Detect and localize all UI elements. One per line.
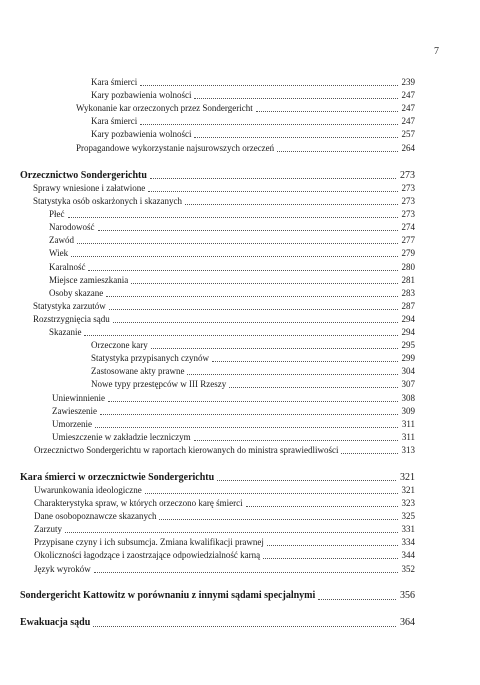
toc-entry-title: Zarzuty xyxy=(34,524,62,535)
toc-dot-leader xyxy=(109,308,398,310)
toc-entry-page: 239 xyxy=(401,77,415,87)
toc-dot-leader xyxy=(263,557,397,559)
toc-entry xyxy=(20,128,415,141)
toc-entry xyxy=(20,352,415,365)
toc-dot-leader xyxy=(194,136,397,138)
toc-entry-title: Okoliczności łagodzące i zaostrzające odpowiedzialność karną xyxy=(34,550,261,561)
toc-dot-leader xyxy=(145,492,398,494)
toc-entry xyxy=(20,510,415,523)
toc-entry xyxy=(20,76,415,89)
toc-entry-title: Ewakuacja sądu xyxy=(20,617,91,629)
toc-entry xyxy=(20,89,415,102)
toc-entry-title: Umieszczenie w zakładzie leczniczym xyxy=(52,431,191,442)
toc-dot-leader xyxy=(267,544,398,546)
toc-entry-title: Język wyroków xyxy=(34,563,91,574)
toc-dot-leader xyxy=(77,242,398,244)
toc-dot-leader xyxy=(277,150,397,152)
toc-entry-title: Orzecznictwo Sondergerichtu w raportach kierowanych do ministra sprawiedliwości xyxy=(34,444,339,455)
toc-dot-leader xyxy=(212,360,398,362)
toc-dot-leader xyxy=(88,269,397,271)
toc-dot-leader xyxy=(150,177,396,179)
toc-entry-title: Sprawy wniesione i załatwione xyxy=(33,182,146,193)
toc-entry-title: Miejsce zamieszkania xyxy=(49,274,129,285)
toc-entry xyxy=(20,365,415,378)
toc-section-entry xyxy=(20,589,415,602)
toc-entry-title: Statystyka osób oskarżonych i skazanych xyxy=(33,196,182,206)
toc-entry xyxy=(20,497,415,510)
toc-dot-leader xyxy=(185,203,398,205)
toc-entry-title: Statystyka zarzutów xyxy=(33,300,106,311)
toc-entry-title: Kary pozbawienia wolności xyxy=(91,90,192,101)
toc-entry-page: 247 xyxy=(401,103,415,114)
toc-dot-leader xyxy=(140,123,397,125)
toc-entry-page: 323 xyxy=(401,498,415,508)
toc-entry-page: 264 xyxy=(401,142,415,153)
toc-dot-leader xyxy=(106,295,397,297)
toc-entry xyxy=(20,142,415,155)
toc-entry-title: Wiek xyxy=(49,248,69,259)
toc-dot-leader xyxy=(71,255,397,257)
toc-entry-page: 344 xyxy=(401,550,415,561)
toc-entry-title: Kara śmierci xyxy=(91,77,138,87)
toc-section-entry xyxy=(20,616,415,629)
toc-entry-page: 279 xyxy=(401,248,415,259)
toc-entry xyxy=(20,405,415,418)
toc-entry-page: 247 xyxy=(401,90,415,101)
toc-dot-leader xyxy=(98,229,398,231)
toc-entry-page: 364 xyxy=(400,617,415,629)
toc-entry-page: 331 xyxy=(401,524,415,535)
page-number: 7 xyxy=(434,46,439,57)
toc-dot-leader xyxy=(140,84,397,86)
toc-entry xyxy=(20,339,415,352)
toc-entry-title: Zawieszenie xyxy=(52,405,97,416)
toc-entry-page: 277 xyxy=(401,235,415,246)
toc-entry xyxy=(20,392,415,405)
toc-entry xyxy=(20,115,415,128)
toc-entry-page: 311 xyxy=(401,431,415,442)
toc-dot-leader xyxy=(187,373,397,375)
toc-entry-title: Umorzenie xyxy=(52,418,92,429)
toc-entry-title: Skazanie xyxy=(49,327,82,337)
toc-entry xyxy=(20,287,415,300)
toc-dot-leader xyxy=(95,426,398,428)
toc-entry xyxy=(20,431,415,444)
toc-entry-page: 273 xyxy=(401,196,415,206)
toc-entry-page: 281 xyxy=(401,274,415,285)
toc-entry xyxy=(20,221,415,234)
toc-section-entry xyxy=(20,169,415,182)
toc-entry-page: 356 xyxy=(400,590,415,602)
toc-dot-leader xyxy=(113,321,398,323)
toc-entry-title: Płeć xyxy=(49,209,65,220)
toc-dot-leader xyxy=(148,190,397,192)
toc-entry-page: 309 xyxy=(401,405,415,416)
toc-entry xyxy=(20,274,415,287)
toc-entry-page: 294 xyxy=(401,327,415,337)
toc-entry-page: 294 xyxy=(401,313,415,324)
toc-entry-title: Kara śmierci w orzecznictwie Sondergerichtu xyxy=(20,471,215,483)
toc-entry-page: 273 xyxy=(400,169,415,181)
toc-entry-title: Orzeczone kary xyxy=(91,340,148,351)
toc-entry-page: 304 xyxy=(401,366,415,377)
toc-entry xyxy=(20,563,415,576)
toc-entry-page: 274 xyxy=(401,222,415,233)
toc-entry-page: 321 xyxy=(400,471,415,483)
toc-entry-page: 273 xyxy=(401,182,415,193)
toc-entry xyxy=(20,549,415,562)
toc-entry-page: 311 xyxy=(401,418,415,429)
toc-entry-title: Charakterystyka spraw, w których orzeczono karę śmierci xyxy=(34,498,243,508)
toc-entry-page: 299 xyxy=(401,353,415,364)
toc-dot-leader xyxy=(131,282,397,284)
toc-entry-title: Rozstrzygnięcia sądu xyxy=(33,313,110,324)
toc-dot-leader xyxy=(318,598,396,600)
toc-dot-leader xyxy=(65,531,398,533)
toc-entry-page: 287 xyxy=(401,300,415,311)
toc-entry xyxy=(20,102,415,115)
toc-dot-leader xyxy=(100,413,398,415)
toc-entry-title: Kara śmierci xyxy=(91,116,138,127)
toc-dot-leader xyxy=(84,334,397,336)
toc-entry xyxy=(20,418,415,431)
toc-entry xyxy=(20,247,415,260)
toc-entry xyxy=(20,182,415,195)
toc-entry-page: 280 xyxy=(401,261,415,272)
toc-dot-leader xyxy=(341,452,397,454)
toc-entry-title: Orzecznictwo Sondergerichtu xyxy=(20,169,147,181)
toc-dot-leader xyxy=(151,347,398,349)
toc-entry xyxy=(20,234,415,247)
toc-entry-title: Karalność xyxy=(49,261,86,272)
toc-entry-title: Osoby skazane xyxy=(49,287,104,298)
toc-dot-leader xyxy=(159,518,397,520)
toc-entry xyxy=(20,484,415,497)
toc-entry-page: 247 xyxy=(401,116,415,127)
toc-dot-leader xyxy=(94,571,398,573)
toc-entry-page: 307 xyxy=(401,379,415,390)
toc-dot-leader xyxy=(256,110,398,112)
toc-entry xyxy=(20,444,415,457)
toc-entry xyxy=(20,536,415,549)
toc-entry-page: 257 xyxy=(401,129,415,140)
toc-entry-title: Kary pozbawienia wolności xyxy=(91,129,192,140)
toc-entry-title: Wykonanie kar orzeczonych przez Sondergericht xyxy=(76,103,253,114)
toc-entry-title: Zastosowane akty prawne xyxy=(91,366,185,377)
toc-entry-title: Dane osobopoznawcze skazanych xyxy=(34,511,157,522)
toc-dot-leader xyxy=(217,479,396,481)
toc-entry-page: 352 xyxy=(401,563,415,574)
toc-entry xyxy=(20,313,415,326)
toc-section-entry xyxy=(20,471,415,484)
toc-entry-title: Propagandowe wykorzystanie najsurowszych orzeczeń xyxy=(76,142,275,153)
toc-entry xyxy=(20,523,415,536)
toc-entry-title: Narodowość xyxy=(49,222,95,233)
toc-dot-leader xyxy=(68,216,398,218)
toc-entry-page: 283 xyxy=(401,287,415,298)
toc-entry-page: 313 xyxy=(401,444,415,455)
toc-entry-title: Uniewinnienie xyxy=(52,392,105,403)
toc-dot-leader xyxy=(246,505,398,507)
toc-entry-page: 334 xyxy=(401,537,415,548)
toc-entry xyxy=(20,378,415,391)
toc-entry-page: 273 xyxy=(401,209,415,220)
toc-dot-leader xyxy=(194,439,398,441)
toc-dot-leader xyxy=(229,386,397,388)
toc-entry-page: 295 xyxy=(401,340,415,351)
toc-entry-title: Sondergericht Kattowitz w porównaniu z innymi sądami specjalnymi xyxy=(20,590,316,602)
toc-entry-title: Statystyka przypisanych czynów xyxy=(91,353,209,364)
toc-entry-title: Przypisane czyny i ich subsumcja. Zmiana kwalifikacji prawnej xyxy=(34,537,264,548)
toc-entry-page: 321 xyxy=(401,484,415,495)
toc-entry-page: 325 xyxy=(401,511,415,522)
toc-entry xyxy=(20,300,415,313)
toc-entry-title: Zawód xyxy=(49,235,74,246)
toc-entry-page: 308 xyxy=(401,392,415,403)
toc-entry-title: Uwarunkowania ideologiczne xyxy=(34,484,142,495)
toc-dot-leader xyxy=(93,625,396,627)
toc-entry xyxy=(20,261,415,274)
toc-entry xyxy=(20,326,415,339)
toc-dot-leader xyxy=(108,400,398,402)
toc-entry xyxy=(20,208,415,221)
toc-entry-title: Nowe typy przestępców w III Rzeszy xyxy=(91,379,227,390)
toc-dot-leader xyxy=(194,97,397,99)
toc-entry xyxy=(20,195,415,208)
